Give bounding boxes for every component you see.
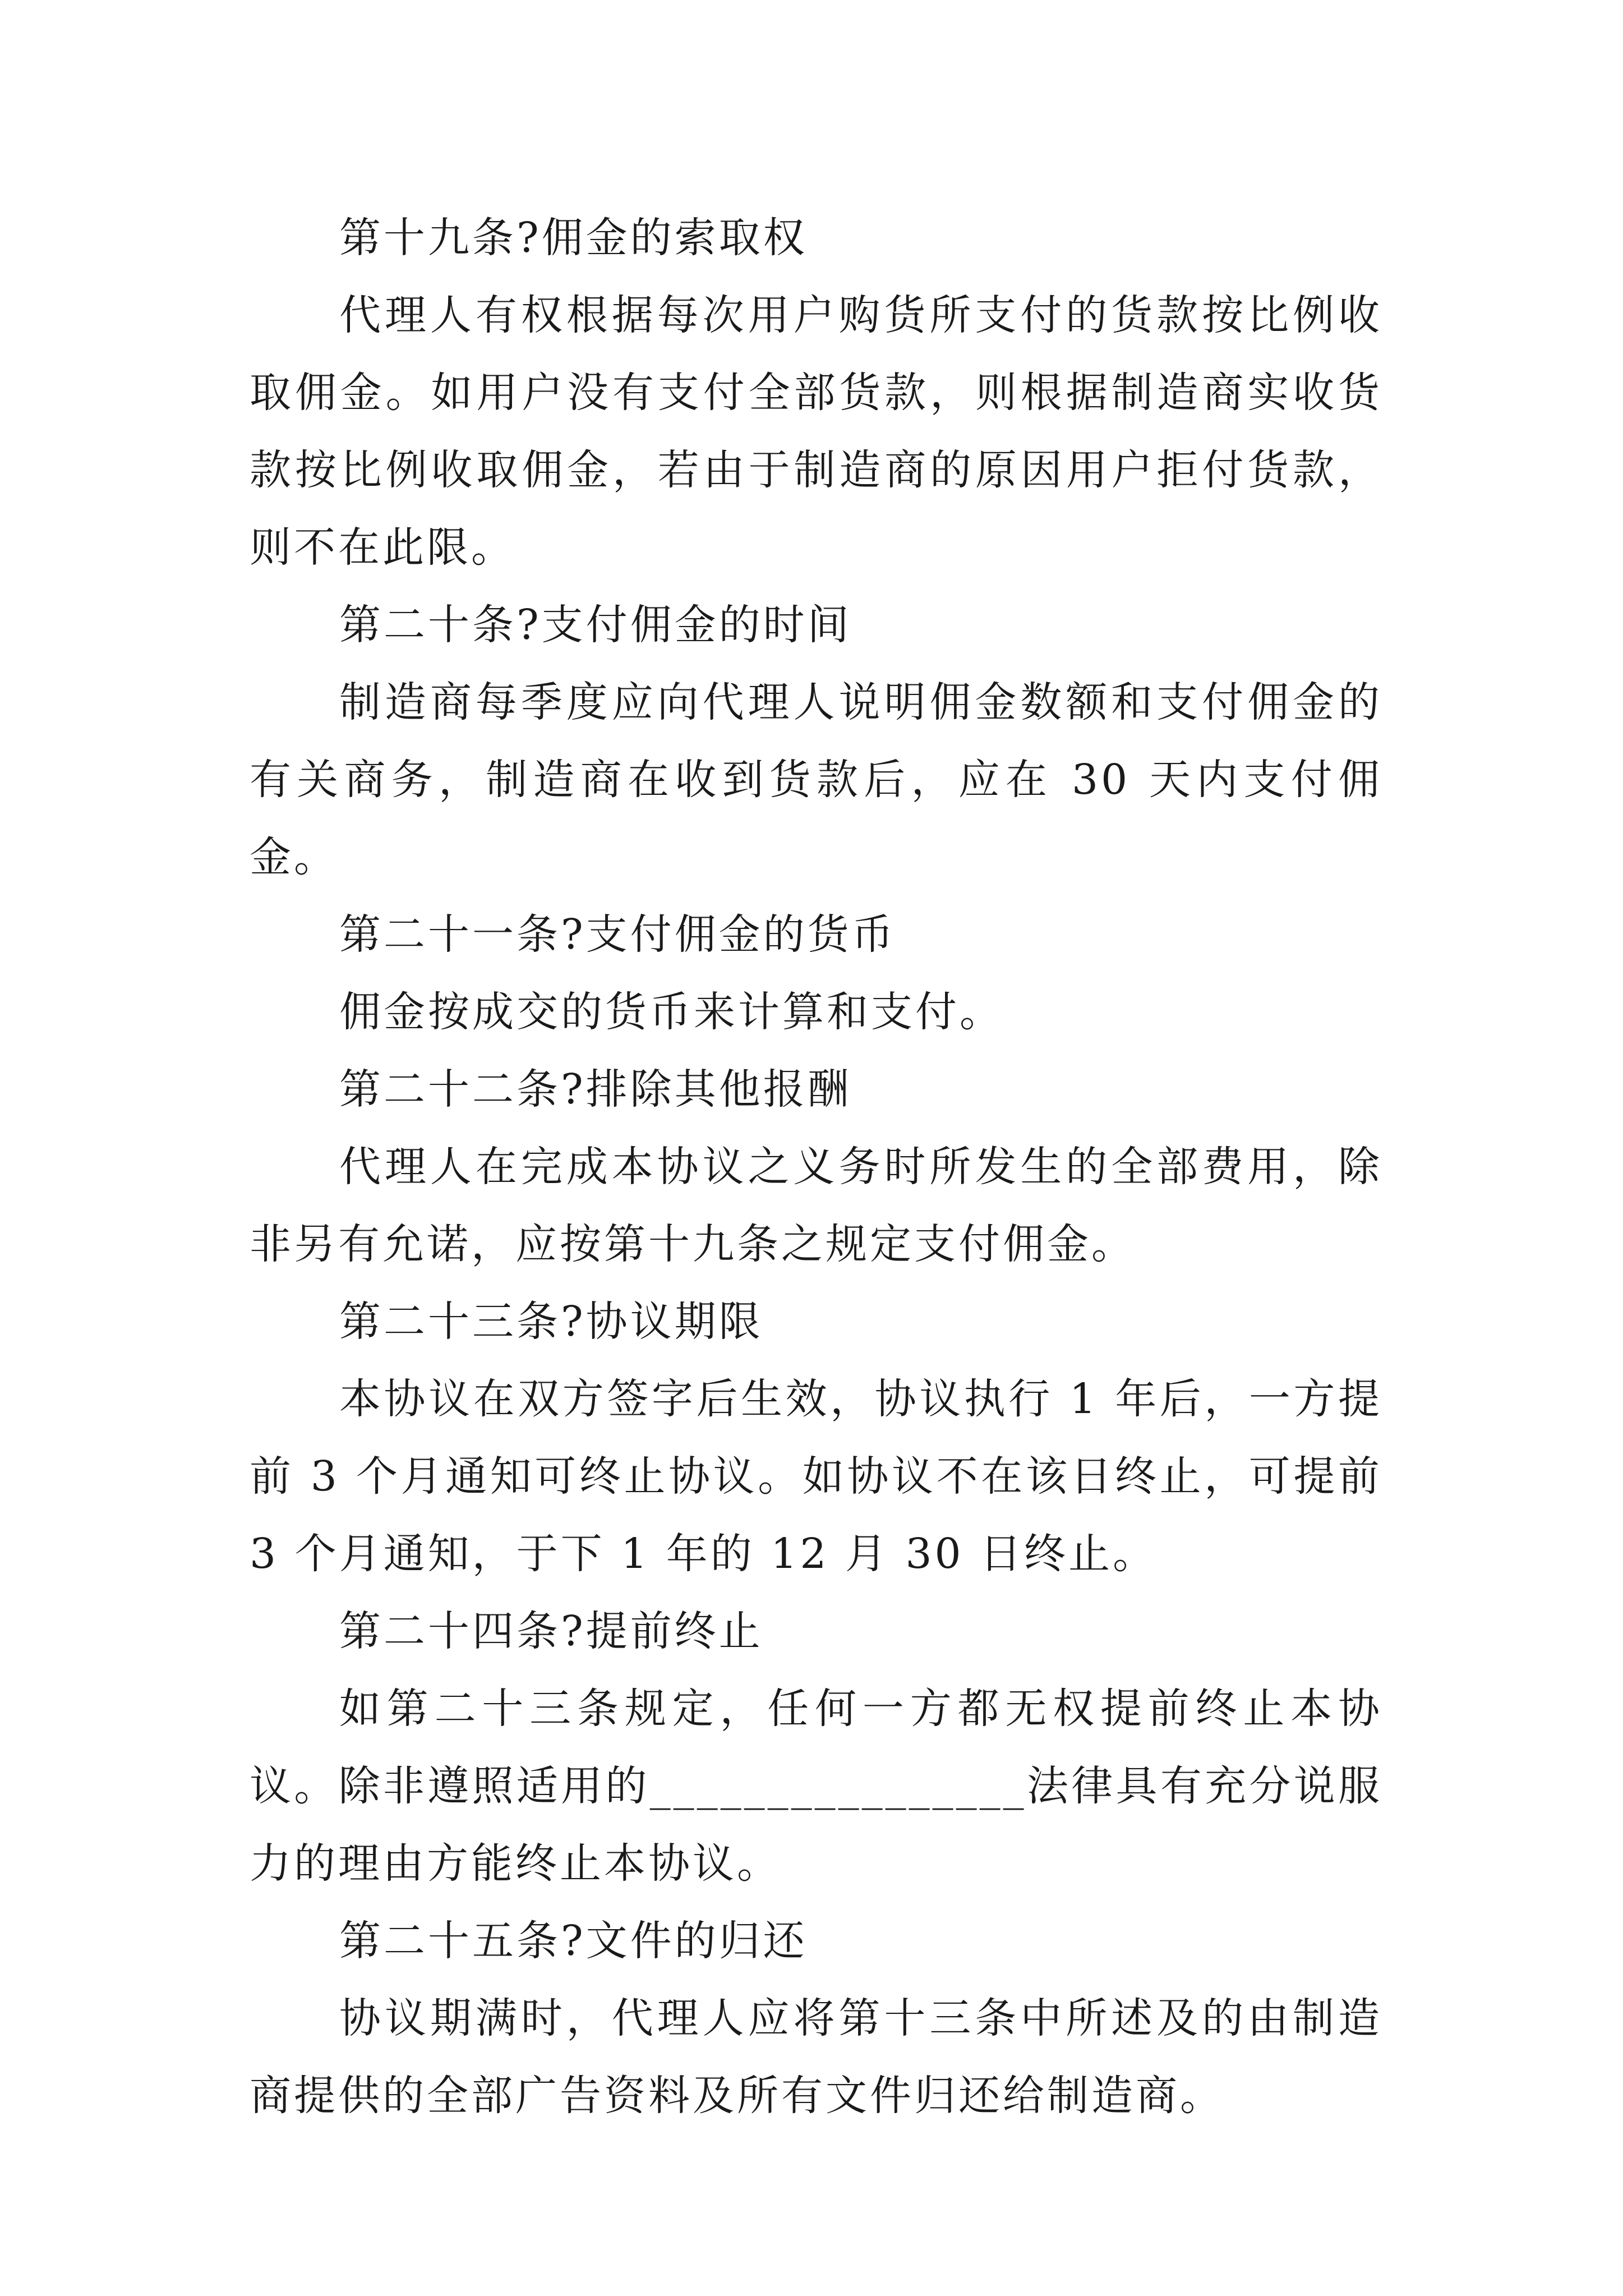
article-22 — [250, 1051, 1382, 1283]
article-21 — [250, 896, 1382, 1051]
article-heading: 第二十四条?提前终止 — [339, 1607, 763, 1655]
article-20 — [250, 586, 1382, 896]
article-23 — [250, 1283, 1382, 1593]
article-paragraph: 制造商每季度应向代理人说明佣金数额和支付佣金的有关商务，制造商在收到货款后，应在 30 天内支付佣金。 — [250, 678, 1382, 881]
article-heading: 第二十条?支付佣金的时间 — [339, 601, 852, 649]
article-paragraph: 如第二十三条规定，任何一方都无权提前终止本协议。除非遵照适用的________________法律具有充分说服力的理由方能终止本协议。 — [250, 1685, 1382, 1888]
article-heading: 第二十五条?文件的归还 — [339, 1917, 808, 1965]
article-24 — [250, 1593, 1382, 1902]
article-paragraph: 协议期满时，代理人应将第十三条中所述及的由制造商提供的全部广告资料及所有文件归还给制造商。 — [250, 1994, 1382, 2120]
document-body — [250, 199, 1382, 2134]
article-heading: 第二十三条?协议期限 — [339, 1297, 763, 1346]
article-paragraph: 本协议在双方签字后生效，协议执行 1 年后，一方提前 3 个月通知可终止协议。如协议不在该日终止，可提前 3 个月通知，于下 1 年的 12 月 30 日终止。 — [250, 1375, 1382, 1578]
article-heading: 第十九条?佣金的索取权 — [339, 214, 808, 262]
article-paragraph: 代理人在完成本协议之义务时所发生的全部费用，除非另有允诺，应按第十九条之规定支付佣金。 — [250, 1143, 1382, 1268]
article-heading: 第二十一条?支付佣金的货币 — [339, 910, 896, 959]
article-19 — [250, 199, 1382, 586]
article-paragraph: 佣金按成交的货币来计算和支付。 — [339, 988, 1004, 1036]
article-25 — [250, 1902, 1382, 2134]
article-paragraph: 代理人有权根据每次用户购货所支付的货款按比例收取佣金。如用户没有支付全部货款，则根据制造商实收货款按比例收取佣金，若由于制造商的原因用户拒付货款，则不在此限。 — [250, 291, 1382, 572]
article-heading: 第二十二条?排除其他报酬 — [339, 1065, 852, 1114]
